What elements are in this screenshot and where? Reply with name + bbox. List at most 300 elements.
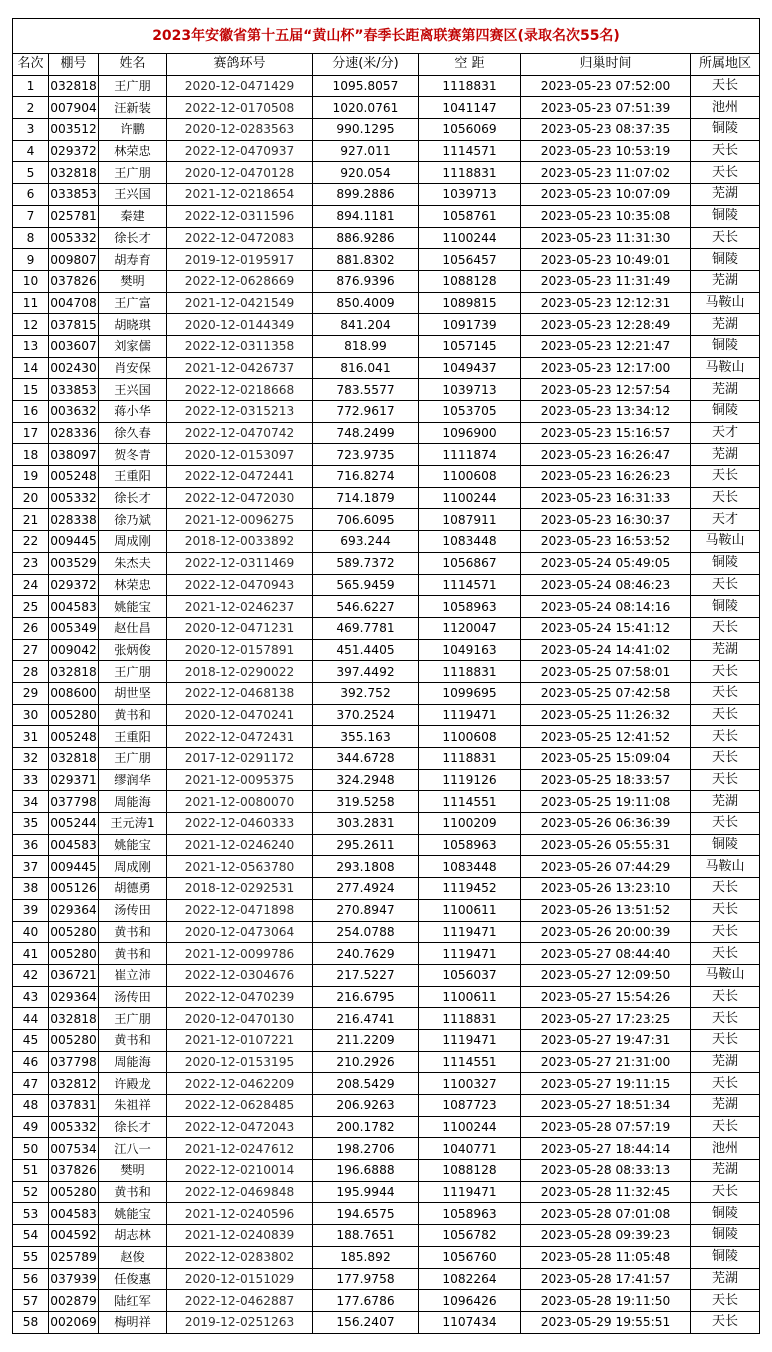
- cell-rank: 35: [13, 813, 49, 835]
- table-row: [13, 878, 760, 900]
- cell-distance: 1096426: [419, 1290, 521, 1312]
- cell-speed: 198.2706: [313, 1138, 419, 1160]
- cell-loft-id: 029364: [49, 899, 99, 921]
- cell-rank: 46: [13, 1051, 49, 1073]
- cell-speed: 693.244: [313, 531, 419, 553]
- cell-distance: 1100608: [419, 466, 521, 488]
- cell-distance: 1119471: [419, 921, 521, 943]
- cell-speed: 177.9758: [313, 1268, 419, 1290]
- cell-name: 陆红军: [99, 1290, 167, 1312]
- cell-ring-number: 2020-12-0157891: [167, 639, 313, 661]
- cell-region: 马鞍山: [691, 964, 760, 986]
- cell-arrival-time: 2023-05-23 16:31:33: [521, 487, 691, 509]
- cell-arrival-time: 2023-05-24 08:14:16: [521, 596, 691, 618]
- cell-ring-number: 2022-12-0472043: [167, 1116, 313, 1138]
- cell-speed: 200.1782: [313, 1116, 419, 1138]
- cell-name: 周成刚: [99, 856, 167, 878]
- table-row: [13, 921, 760, 943]
- table-row: [13, 617, 760, 639]
- cell-distance: 1088128: [419, 270, 521, 292]
- cell-arrival-time: 2023-05-26 05:55:31: [521, 834, 691, 856]
- cell-region: 芜湖: [691, 1160, 760, 1182]
- cell-name: 王重阳: [99, 466, 167, 488]
- cell-region: 天长: [691, 986, 760, 1008]
- cell-loft-id: 032818: [49, 75, 99, 97]
- cell-arrival-time: 2023-05-25 07:42:58: [521, 682, 691, 704]
- cell-distance: 1049163: [419, 639, 521, 661]
- cell-ring-number: 2022-12-0468138: [167, 682, 313, 704]
- cell-ring-number: 2022-12-0472030: [167, 487, 313, 509]
- cell-arrival-time: 2023-05-27 19:47:31: [521, 1029, 691, 1051]
- cell-arrival-time: 2023-05-23 11:31:30: [521, 227, 691, 249]
- cell-loft-id: 032818: [49, 162, 99, 184]
- cell-region: 铜陵: [691, 401, 760, 423]
- cell-ring-number: 2021-12-0080070: [167, 791, 313, 813]
- table-row: [13, 75, 760, 97]
- cell-arrival-time: 2023-05-26 13:51:52: [521, 899, 691, 921]
- cell-speed: 195.9944: [313, 1181, 419, 1203]
- cell-loft-id: 003607: [49, 335, 99, 357]
- cell-region: 芜湖: [691, 791, 760, 813]
- cell-arrival-time: 2023-05-23 12:17:00: [521, 357, 691, 379]
- cell-arrival-time: 2023-05-25 15:09:04: [521, 748, 691, 770]
- cell-loft-id: 005244: [49, 813, 99, 835]
- cell-name: 姚能宝: [99, 596, 167, 618]
- cell-rank: 58: [13, 1311, 49, 1333]
- cell-loft-id: 002069: [49, 1311, 99, 1333]
- cell-ring-number: 2021-12-0247612: [167, 1138, 313, 1160]
- cell-ring-number: 2020-12-0144349: [167, 314, 313, 336]
- cell-ring-number: 2019-12-0195917: [167, 249, 313, 271]
- cell-distance: 1100611: [419, 899, 521, 921]
- cell-name: 胡世坚: [99, 682, 167, 704]
- cell-region: 天长: [691, 227, 760, 249]
- cell-speed: 319.5258: [313, 791, 419, 813]
- cell-loft-id: 005280: [49, 943, 99, 965]
- cell-loft-id: 005126: [49, 878, 99, 900]
- table-row: [13, 1051, 760, 1073]
- cell-region: 芜湖: [691, 639, 760, 661]
- table-row: [13, 97, 760, 119]
- cell-ring-number: 2022-12-0311358: [167, 335, 313, 357]
- cell-distance: 1041147: [419, 97, 521, 119]
- cell-name: 徐乃斌: [99, 509, 167, 531]
- cell-rank: 3: [13, 119, 49, 141]
- cell-speed: 546.6227: [313, 596, 419, 618]
- cell-region: 铜陵: [691, 249, 760, 271]
- cell-name: 徐长才: [99, 487, 167, 509]
- cell-distance: 1087911: [419, 509, 521, 531]
- cell-distance: 1100244: [419, 487, 521, 509]
- cell-name: 胡德勇: [99, 878, 167, 900]
- cell-speed: 783.5577: [313, 379, 419, 401]
- cell-speed: 469.7781: [313, 617, 419, 639]
- table-row: [13, 834, 760, 856]
- cell-distance: 1100327: [419, 1073, 521, 1095]
- cell-region: 芜湖: [691, 314, 760, 336]
- cell-loft-id: 032818: [49, 748, 99, 770]
- header-region: 所属地区: [691, 54, 760, 76]
- cell-name: 梅明祥: [99, 1311, 167, 1333]
- cell-rank: 50: [13, 1138, 49, 1160]
- cell-ring-number: 2021-12-0246237: [167, 596, 313, 618]
- cell-rank: 40: [13, 921, 49, 943]
- cell-ring-number: 2020-12-0470130: [167, 1008, 313, 1030]
- table-row: [13, 943, 760, 965]
- cell-rank: 27: [13, 639, 49, 661]
- cell-region: 天才: [691, 422, 760, 444]
- cell-distance: 1056069: [419, 119, 521, 141]
- cell-loft-id: 029371: [49, 769, 99, 791]
- cell-speed: 772.9617: [313, 401, 419, 423]
- document-title: 2023年安徽省第十五届“黄山杯”春季长距离联赛第四赛区(录取名次55名): [13, 19, 760, 54]
- cell-loft-id: 003529: [49, 552, 99, 574]
- cell-name: 王兴国: [99, 184, 167, 206]
- cell-loft-id: 005248: [49, 726, 99, 748]
- cell-ring-number: 2022-12-0628669: [167, 270, 313, 292]
- cell-distance: 1119471: [419, 1181, 521, 1203]
- cell-speed: 295.2611: [313, 834, 419, 856]
- cell-distance: 1100608: [419, 726, 521, 748]
- cell-loft-id: 005332: [49, 487, 99, 509]
- cell-distance: 1058963: [419, 596, 521, 618]
- table-row: [13, 748, 760, 770]
- cell-region: 芜湖: [691, 270, 760, 292]
- cell-region: 芜湖: [691, 1051, 760, 1073]
- cell-speed: 217.5227: [313, 964, 419, 986]
- cell-rank: 37: [13, 856, 49, 878]
- cell-speed: 270.8947: [313, 899, 419, 921]
- cell-rank: 7: [13, 205, 49, 227]
- cell-region: 天才: [691, 509, 760, 531]
- cell-loft-id: 004583: [49, 1203, 99, 1225]
- cell-speed: 881.8302: [313, 249, 419, 271]
- cell-loft-id: 032812: [49, 1073, 99, 1095]
- cell-distance: 1119471: [419, 1029, 521, 1051]
- table-row: [13, 726, 760, 748]
- cell-name: 贺冬青: [99, 444, 167, 466]
- cell-name: 樊明: [99, 270, 167, 292]
- cell-distance: 1058963: [419, 1203, 521, 1225]
- cell-distance: 1099695: [419, 682, 521, 704]
- cell-region: 芜湖: [691, 184, 760, 206]
- cell-speed: 716.8274: [313, 466, 419, 488]
- table-row: [13, 986, 760, 1008]
- results-body: [13, 75, 760, 1333]
- cell-arrival-time: 2023-05-28 09:39:23: [521, 1225, 691, 1247]
- cell-rank: 6: [13, 184, 49, 206]
- cell-arrival-time: 2023-05-23 16:26:23: [521, 466, 691, 488]
- cell-name: 朱杰夫: [99, 552, 167, 574]
- cell-rank: 39: [13, 899, 49, 921]
- cell-region: 天长: [691, 466, 760, 488]
- cell-region: 铜陵: [691, 552, 760, 574]
- cell-speed: 240.7629: [313, 943, 419, 965]
- table-row: [13, 1225, 760, 1247]
- cell-rank: 10: [13, 270, 49, 292]
- table-row: [13, 357, 760, 379]
- cell-name: 任俊惠: [99, 1268, 167, 1290]
- cell-ring-number: 2022-12-0470742: [167, 422, 313, 444]
- cell-speed: 899.2886: [313, 184, 419, 206]
- cell-name: 崔立沛: [99, 964, 167, 986]
- cell-arrival-time: 2023-05-27 18:51:34: [521, 1095, 691, 1117]
- cell-region: 天长: [691, 704, 760, 726]
- cell-rank: 12: [13, 314, 49, 336]
- cell-arrival-time: 2023-05-28 07:57:19: [521, 1116, 691, 1138]
- cell-rank: 42: [13, 964, 49, 986]
- cell-arrival-time: 2023-05-26 20:00:39: [521, 921, 691, 943]
- cell-loft-id: 009807: [49, 249, 99, 271]
- cell-region: 天长: [691, 1073, 760, 1095]
- cell-name: 蒋小华: [99, 401, 167, 423]
- cell-loft-id: 005349: [49, 617, 99, 639]
- cell-speed: 277.4924: [313, 878, 419, 900]
- cell-loft-id: 036721: [49, 964, 99, 986]
- cell-name: 缪润华: [99, 769, 167, 791]
- cell-loft-id: 003632: [49, 401, 99, 423]
- cell-distance: 1107434: [419, 1311, 521, 1333]
- cell-speed: 723.9735: [313, 444, 419, 466]
- cell-region: 铜陵: [691, 596, 760, 618]
- cell-arrival-time: 2023-05-27 12:09:50: [521, 964, 691, 986]
- cell-region: 铜陵: [691, 1225, 760, 1247]
- cell-region: 天长: [691, 162, 760, 184]
- cell-name: 周能海: [99, 791, 167, 813]
- cell-name: 王广朋: [99, 75, 167, 97]
- cell-speed: 397.4492: [313, 661, 419, 683]
- cell-ring-number: 2022-12-0311596: [167, 205, 313, 227]
- cell-distance: 1119471: [419, 943, 521, 965]
- cell-name: 林荣忠: [99, 574, 167, 596]
- cell-name: 王元涛1: [99, 813, 167, 835]
- cell-speed: 177.6786: [313, 1290, 419, 1312]
- cell-name: 王广朋: [99, 1008, 167, 1030]
- cell-name: 刘家儒: [99, 335, 167, 357]
- cell-distance: 1118831: [419, 1008, 521, 1030]
- cell-arrival-time: 2023-05-24 14:41:02: [521, 639, 691, 661]
- cell-ring-number: 2022-12-0472441: [167, 466, 313, 488]
- table-row: [13, 184, 760, 206]
- cell-rank: 30: [13, 704, 49, 726]
- cell-distance: 1089815: [419, 292, 521, 314]
- cell-arrival-time: 2023-05-27 17:23:25: [521, 1008, 691, 1030]
- header-row: [13, 54, 760, 76]
- table-row: [13, 856, 760, 878]
- cell-rank: 26: [13, 617, 49, 639]
- cell-distance: 1082264: [419, 1268, 521, 1290]
- cell-arrival-time: 2023-05-27 15:54:26: [521, 986, 691, 1008]
- cell-loft-id: 037826: [49, 270, 99, 292]
- cell-rank: 23: [13, 552, 49, 574]
- cell-region: 铜陵: [691, 1246, 760, 1268]
- cell-rank: 16: [13, 401, 49, 423]
- cell-arrival-time: 2023-05-24 08:46:23: [521, 574, 691, 596]
- table-row: [13, 1073, 760, 1095]
- cell-speed: 211.2209: [313, 1029, 419, 1051]
- cell-loft-id: 004583: [49, 596, 99, 618]
- cell-name: 朱祖祥: [99, 1095, 167, 1117]
- cell-region: 天长: [691, 1290, 760, 1312]
- table-row: [13, 813, 760, 835]
- cell-rank: 22: [13, 531, 49, 553]
- cell-distance: 1039713: [419, 379, 521, 401]
- table-row: [13, 1246, 760, 1268]
- cell-loft-id: 037815: [49, 314, 99, 336]
- cell-region: 池州: [691, 97, 760, 119]
- cell-loft-id: 037831: [49, 1095, 99, 1117]
- table-row: [13, 401, 760, 423]
- cell-arrival-time: 2023-05-23 15:16:57: [521, 422, 691, 444]
- cell-speed: 324.2948: [313, 769, 419, 791]
- cell-ring-number: 2022-12-0315213: [167, 401, 313, 423]
- cell-region: 芜湖: [691, 1268, 760, 1290]
- cell-distance: 1120047: [419, 617, 521, 639]
- table-row: [13, 422, 760, 444]
- cell-arrival-time: 2023-05-23 10:53:19: [521, 140, 691, 162]
- cell-arrival-time: 2023-05-24 05:49:05: [521, 552, 691, 574]
- cell-distance: 1100244: [419, 227, 521, 249]
- table-row: [13, 314, 760, 336]
- cell-ring-number: 2022-12-0470937: [167, 140, 313, 162]
- cell-distance: 1083448: [419, 856, 521, 878]
- cell-arrival-time: 2023-05-23 12:21:47: [521, 335, 691, 357]
- cell-ring-number: 2020-12-0153097: [167, 444, 313, 466]
- cell-ring-number: 2022-12-0460333: [167, 813, 313, 835]
- table-row: [13, 162, 760, 184]
- cell-name: 黄书和: [99, 704, 167, 726]
- cell-name: 王广朋: [99, 661, 167, 683]
- cell-loft-id: 033853: [49, 184, 99, 206]
- table-row: [13, 335, 760, 357]
- cell-loft-id: 008600: [49, 682, 99, 704]
- cell-rank: 17: [13, 422, 49, 444]
- cell-rank: 31: [13, 726, 49, 748]
- cell-arrival-time: 2023-05-23 16:30:37: [521, 509, 691, 531]
- cell-distance: 1056782: [419, 1225, 521, 1247]
- cell-rank: 52: [13, 1181, 49, 1203]
- table-row: [13, 964, 760, 986]
- cell-rank: 36: [13, 834, 49, 856]
- table-row: [13, 1095, 760, 1117]
- table-row: [13, 227, 760, 249]
- cell-distance: 1056760: [419, 1246, 521, 1268]
- cell-ring-number: 2022-12-0628485: [167, 1095, 313, 1117]
- cell-loft-id: 037826: [49, 1160, 99, 1182]
- cell-arrival-time: 2023-05-23 16:26:47: [521, 444, 691, 466]
- cell-arrival-time: 2023-05-25 12:41:52: [521, 726, 691, 748]
- cell-region: 天长: [691, 140, 760, 162]
- table-row: [13, 682, 760, 704]
- cell-speed: 185.892: [313, 1246, 419, 1268]
- cell-ring-number: 2018-12-0292531: [167, 878, 313, 900]
- cell-rank: 4: [13, 140, 49, 162]
- cell-ring-number: 2021-12-0246240: [167, 834, 313, 856]
- cell-distance: 1118831: [419, 162, 521, 184]
- cell-speed: 920.054: [313, 162, 419, 184]
- cell-rank: 41: [13, 943, 49, 965]
- cell-speed: 886.9286: [313, 227, 419, 249]
- cell-region: 天长: [691, 661, 760, 683]
- cell-ring-number: 2021-12-0096275: [167, 509, 313, 531]
- cell-rank: 47: [13, 1073, 49, 1095]
- cell-distance: 1088128: [419, 1160, 521, 1182]
- cell-name: 秦建: [99, 205, 167, 227]
- cell-arrival-time: 2023-05-23 13:34:12: [521, 401, 691, 423]
- cell-distance: 1118831: [419, 75, 521, 97]
- cell-rank: 24: [13, 574, 49, 596]
- cell-region: 铜陵: [691, 119, 760, 141]
- cell-speed: 818.99: [313, 335, 419, 357]
- cell-distance: 1057145: [419, 335, 521, 357]
- cell-speed: 293.1808: [313, 856, 419, 878]
- cell-ring-number: 2021-12-0563780: [167, 856, 313, 878]
- header-arrival-time: 归巢时间: [521, 54, 691, 76]
- cell-loft-id: 029372: [49, 140, 99, 162]
- cell-loft-id: 004592: [49, 1225, 99, 1247]
- cell-loft-id: 037939: [49, 1268, 99, 1290]
- cell-rank: 44: [13, 1008, 49, 1030]
- cell-ring-number: 2022-12-0283802: [167, 1246, 313, 1268]
- cell-distance: 1049437: [419, 357, 521, 379]
- cell-region: 天长: [691, 1008, 760, 1030]
- cell-speed: 850.4009: [313, 292, 419, 314]
- cell-arrival-time: 2023-05-28 19:11:50: [521, 1290, 691, 1312]
- cell-speed: 876.9396: [313, 270, 419, 292]
- cell-ring-number: 2021-12-0095375: [167, 769, 313, 791]
- cell-rank: 28: [13, 661, 49, 683]
- cell-rank: 29: [13, 682, 49, 704]
- cell-name: 樊明: [99, 1160, 167, 1182]
- cell-loft-id: 002430: [49, 357, 99, 379]
- cell-loft-id: 028336: [49, 422, 99, 444]
- cell-name: 黄书和: [99, 1029, 167, 1051]
- cell-rank: 48: [13, 1095, 49, 1117]
- cell-distance: 1083448: [419, 531, 521, 553]
- table-row: [13, 1116, 760, 1138]
- cell-loft-id: 032818: [49, 1008, 99, 1030]
- cell-speed: 706.6095: [313, 509, 419, 531]
- cell-region: 铜陵: [691, 205, 760, 227]
- cell-arrival-time: 2023-05-25 18:33:57: [521, 769, 691, 791]
- cell-distance: 1114571: [419, 140, 521, 162]
- table-row: [13, 1290, 760, 1312]
- cell-ring-number: 2022-12-0218668: [167, 379, 313, 401]
- cell-arrival-time: 2023-05-23 16:53:52: [521, 531, 691, 553]
- cell-arrival-time: 2023-05-26 07:44:29: [521, 856, 691, 878]
- cell-rank: 54: [13, 1225, 49, 1247]
- cell-rank: 5: [13, 162, 49, 184]
- cell-arrival-time: 2023-05-26 06:36:39: [521, 813, 691, 835]
- cell-ring-number: 2018-12-0033892: [167, 531, 313, 553]
- cell-ring-number: 2022-12-0311469: [167, 552, 313, 574]
- cell-ring-number: 2017-12-0291172: [167, 748, 313, 770]
- cell-ring-number: 2018-12-0290022: [167, 661, 313, 683]
- table-row: [13, 531, 760, 553]
- cell-rank: 20: [13, 487, 49, 509]
- cell-ring-number: 2020-12-0283563: [167, 119, 313, 141]
- cell-loft-id: 025781: [49, 205, 99, 227]
- cell-arrival-time: 2023-05-27 08:44:40: [521, 943, 691, 965]
- table-row: [13, 704, 760, 726]
- cell-loft-id: 007534: [49, 1138, 99, 1160]
- table-row: [13, 574, 760, 596]
- cell-rank: 19: [13, 466, 49, 488]
- cell-ring-number: 2021-12-0240596: [167, 1203, 313, 1225]
- cell-ring-number: 2022-12-0469848: [167, 1181, 313, 1203]
- cell-speed: 565.9459: [313, 574, 419, 596]
- cell-region: 铜陵: [691, 1203, 760, 1225]
